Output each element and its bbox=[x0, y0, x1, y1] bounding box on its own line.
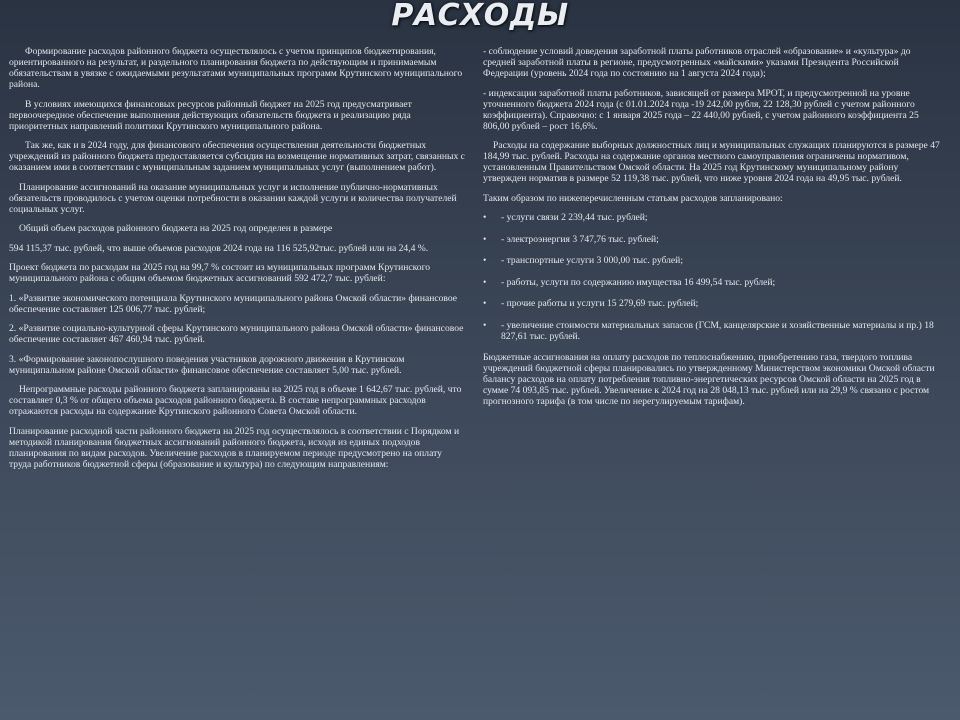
paragraph-services: Планирование ассигнований на оказание муниципальных услуг и исполнение публично-нормативных обязательств проводилось с учетом оценки потребности в оказании каждой услуги и количества получателей социальных услуг. bbox=[9, 181, 457, 215]
list-item-text: - увеличение стоимости материальных запасов (ГСМ, канцелярские и хозяйственные материалы и пр.) 18 827,61 тыс. рублей. bbox=[501, 319, 934, 342]
list-item bbox=[483, 277, 943, 288]
bullet-icon: • bbox=[483, 212, 487, 223]
paragraph-total-intro: Общий объем расходов районного бюджета на 2025 год определен в размере bbox=[19, 223, 333, 234]
paragraph-officials: Расходы на содержание выборных должностных лиц и муниципальных служащих планируются в размере 47 184,99 тыс. рублей. Расходы на содержание органов местного самоуправления ограничены нормативом, установленным Правительством Омской области. На 2025 год Крутинскому муниципальному району утвержден норматив в размере 52 119,38 тыс. рублей, что ниже уровня 2024 года на 49,95 тыс. рублей. bbox=[483, 140, 940, 184]
bullet-icon: • bbox=[483, 276, 487, 288]
paragraph-nonprogram: Непрограммные расходы районного бюджета запланированы на 2025 год в объеме 1 642,67 тыс. рублей, что составляет 0,3 % от общего объема расходов районного бюджета. В составе непрограммных расходов отражаются расходы на содержание Крутинского районного Совета Омской области. bbox=[9, 384, 462, 417]
paragraph-salary-conditions: - соблюдение условий доведения заработной платы работников отраслей «образование» и «культура» до средней заработной платы в регионе, предусмотренных «майскими» указами Президента Российской Федерации (уровень 2024 года по состоянию на 1 августа 2024 года); bbox=[483, 46, 911, 79]
paragraph-subsidy: Так же, как и в 2024 году, для финансового обеспечения осуществления деятельности бюджетных учреждений из районного бюджета предоставляется субсидия на возмещение нормативных затрат, связанных с оказанием ими в соответствии с муниципальным заданием муниципальных услуг (выполнением работ). bbox=[9, 140, 465, 173]
paragraph-program-2: 2. «Развитие социально-культурной сферы Крутинского муниципального района Омской области» финансовое обеспечение составляет 467 460,94 тыс. рублей. bbox=[9, 323, 464, 345]
list-item bbox=[483, 255, 943, 266]
paragraph-indexation: - индексации заработной платы работников, зависящей от размера МРОТ, и предусмотренной на уровне уточненного бюджета 2024 года (с 01.01.2024 года -19 242,00 рубля, 22 128,30 рублей с учетом районного коэффициента). Справочно: с 1 января 2025 года – 22 440,00 рублей, с учетом районного коэффициента 25 806,00 рублей – рост 16,6%. bbox=[483, 87, 919, 132]
list-item bbox=[483, 212, 943, 223]
left-column bbox=[9, 46, 465, 478]
bullet-icon: • bbox=[483, 319, 487, 331]
list-item bbox=[483, 234, 943, 245]
paragraph-total-amount: 594 115,37 тыс. рублей, что выше объемов расходов 2024 года на 116 525,92тыс. рублей или на 24,4 %. bbox=[9, 242, 429, 254]
list-item bbox=[483, 320, 943, 342]
list-item-text: - работы, услуги по содержанию имущества 16 499,54 тыс. рублей; bbox=[501, 276, 776, 288]
right-column bbox=[483, 46, 943, 416]
paragraph-items-intro: Таким образом по нижеперечисленным статьям расходов запланировано: bbox=[483, 192, 783, 204]
paragraph-program-3: 3. «Формирование законопослушного поведения участников дорожного движения в Крутинском муниципальном районе Омской области» финансовое обеспечение составляет 5,00 тыс. рублей. bbox=[9, 353, 405, 376]
slide-title: РАСХОДЫ bbox=[391, 0, 569, 33]
list-item-text: - прочие работы и услуги 15 279,69 тыс. рублей; bbox=[501, 298, 699, 309]
paragraph-heating: Бюджетные ассигнования на оплату расходов по теплоснабжению, приобретению газа, твердого топлива учреждений бюджетной сферы планировались по утвержденному Министерством экономики Омской области балансу расходов на оплату потребления топливно-энергетических ресурсов Омской области на 2025 год в сумме 74 093,85 тыс. рублей. Увеличение к 2024 год на 28 048,13 тыс. рублей или на 29,9 % связано с ростом прогнозного тарифа (в том числе по нерегулируемым тарифам). bbox=[483, 352, 935, 407]
paragraph-planning: Планирование расходной части районного бюджета на 2025 год осуществлялось в соответствии с Порядком и методикой планирования бюджетных ассигнований районного бюджета, исходя из единых подходов планирования по видам расходов. Увеличение расходов в планируемом периоде предусмотрено на оплату труда работников бюджетной сферы (образование и культура) по следующим направлениям: bbox=[9, 425, 460, 470]
bullet-icon: • bbox=[483, 298, 487, 309]
paragraph-principles: Формирование расходов районного бюджета осуществлялось с учетом принципов бюджетирования, ориентированного на результат, и раздельного планирования бюджета по действующим и принимаемым обязательствам в увязке с ожидаемыми результатами муниципальных программ Крутинского муниципального района. bbox=[9, 46, 463, 90]
paragraph-programs: Проект бюджета по расходам на 2025 год на 99,7 % состоит из муниципальных программ Крутинского муниципального района с общим объемом бюджетных ассигнований 592 472,7 тыс. рублей: bbox=[9, 262, 431, 284]
bullet-icon: • bbox=[483, 255, 487, 266]
list-item-text: - электроэнергия 3 747,76 тыс. рублей; bbox=[501, 233, 659, 245]
list-item-text: - транспортные услуги 3 000,00 тыс. рублей; bbox=[501, 255, 683, 266]
bullet-icon: • bbox=[483, 233, 487, 245]
paragraph-program-1: 1. «Развитие экономического потенциала Крутинского муниципального района Омской области» финансовое обеспечение составляет 125 006,77 тыс. рублей; bbox=[9, 292, 458, 315]
list-item bbox=[483, 298, 943, 309]
expense-list bbox=[483, 212, 943, 342]
list-item-text: - услуги связи 2 239,44 тыс. рублей; bbox=[501, 212, 648, 223]
paragraph-priorities: В условиях имеющихся финансовых ресурсов районный бюджет на 2025 год предусматривает первоочередное обеспечение выполнения действующих обязательств бюджета и реализацию ряда приоритетных направлений политики Крутинского муниципального района. bbox=[9, 98, 412, 132]
